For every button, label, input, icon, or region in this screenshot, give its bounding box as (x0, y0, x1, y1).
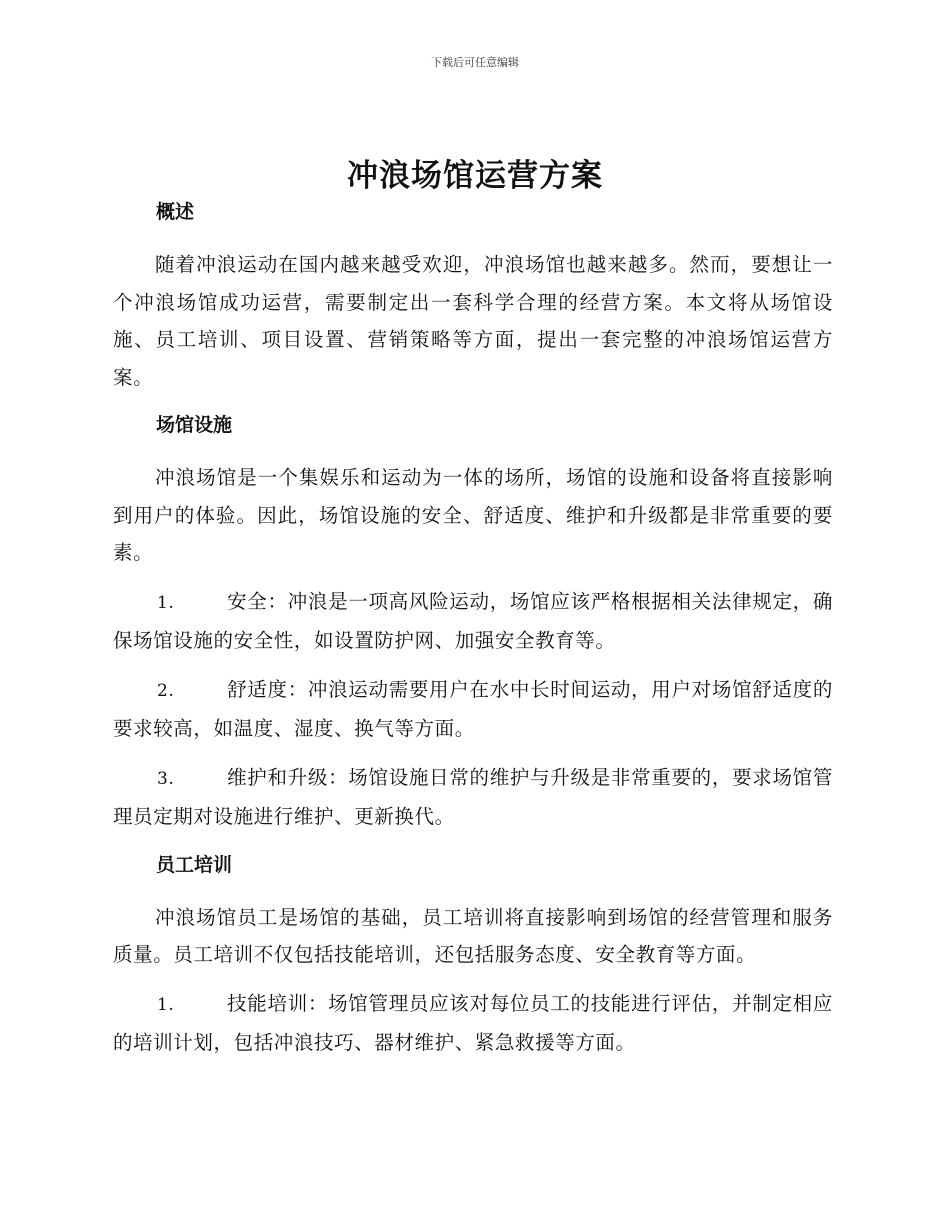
section-heading: 场馆设施 (156, 414, 233, 436)
list-item-text: 安全：冲浪是一项高风险运动，场馆应该严格根据相关法律规定，确保场馆设施的安全性，如设置防护网、加强安全教育等。 (113, 589, 833, 652)
list-item (113, 759, 833, 836)
document-title: 冲浪场馆运营方案 (347, 158, 603, 194)
body-paragraph: 冲浪场馆是一个集娱乐和运动为一体的场所，场馆的设施和设备将直接影响到用户的体验。因此，场馆设施的安全、舒适度、维护和升级都是非常重要的要素。 (113, 466, 833, 564)
list-number: 1. (157, 592, 175, 613)
list-item (113, 671, 833, 748)
list-number: 2. (157, 680, 175, 701)
list-item (113, 583, 833, 660)
body-paragraph: 冲浪场馆员工是场馆的基础，员工培训将直接影响到场馆的经营管理和服务质量。员工培训不仅包括技能培训，还包括服务态度、安全教育等方面。 (113, 905, 833, 966)
section-staff-training (113, 847, 833, 1062)
list-number: 3. (157, 768, 175, 789)
list-number: 1. (157, 994, 175, 1015)
section-facilities (113, 407, 833, 836)
body-paragraph: 随着冲浪运动在国内越来越受欢迎，冲浪场馆也越来越多。然而，要想让一个冲浪场馆成功运营，需要制定出一套科学合理的经营方案。本文将从场馆设施、员工培训、项目设置、营销策略等方面，提出一套完整的冲浪场馆运营方案。 (113, 253, 833, 389)
page-header-note: 下载后可任意编辑 (431, 56, 519, 69)
document-body (113, 194, 833, 1073)
list-item-text: 舒适度：冲浪运动需要用户在水中长时间运动，用户对场馆舒适度的要求较高，如温度、湿度、换气等方面。 (113, 677, 833, 740)
list-item-text: 技能培训：场馆管理员应该对每位员工的技能进行评估，并制定相应的培训计划，包括冲浪技巧、器材维护、紧急救援等方面。 (113, 991, 833, 1054)
section-overview (113, 194, 833, 396)
list-item-text: 维护和升级：场馆设施日常的维护与升级是非常重要的，要求场馆管理员定期对设施进行维护、更新换代。 (113, 765, 833, 828)
section-heading: 员工培训 (156, 853, 233, 876)
list-item (113, 985, 833, 1062)
section-heading: 概述 (156, 201, 195, 223)
